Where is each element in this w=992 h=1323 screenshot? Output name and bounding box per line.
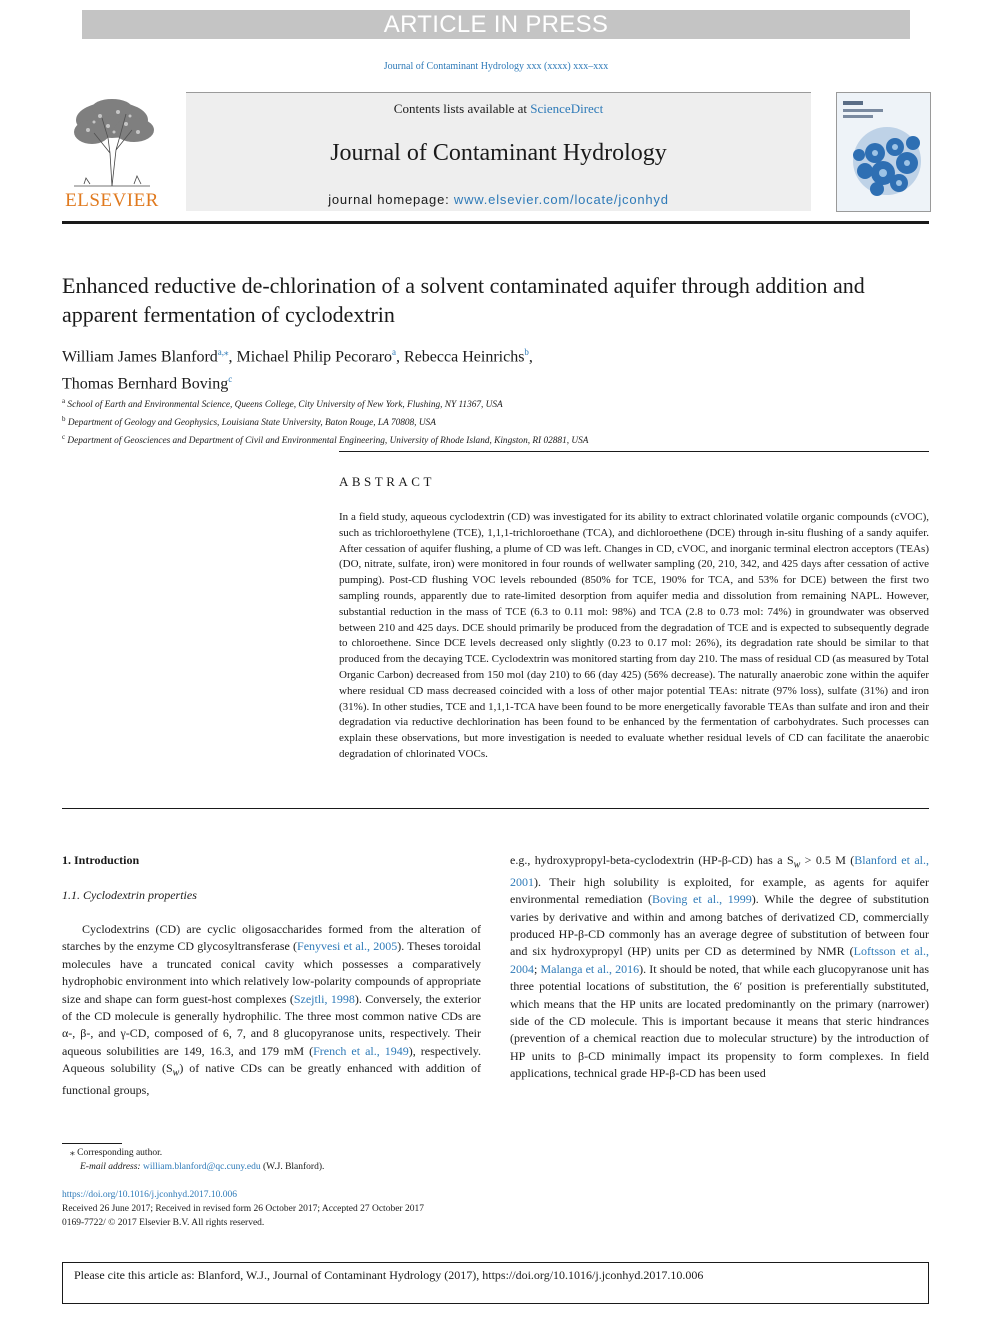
- journal-title: Journal of Contaminant Hydrology: [330, 140, 667, 166]
- subsection-heading: 1.1. Cyclodextrin properties: [62, 888, 197, 902]
- email-label: E-mail address:: [80, 1162, 143, 1172]
- body-text: ). Theses toroidal molecules have a truncated conical cavity which possesses a comparatively hydrophobic environment into which relatively low-polarity compounds of appropriate size and shape can form guest-host complexes (: [62, 939, 482, 1006]
- body-text-right-column: [510, 852, 929, 1083]
- elsevier-wordmark: ELSEVIER: [65, 190, 159, 211]
- subscript: w: [793, 859, 801, 871]
- affiliation-mark: b: [62, 415, 66, 424]
- contents-available-line: [186, 101, 811, 117]
- journal-cover-image: [837, 93, 930, 211]
- email-suffix: (W.J. Blanford).: [260, 1162, 325, 1172]
- citation-link[interactable]: Szejtli, 1998: [293, 991, 355, 1006]
- affiliation-mark: a: [62, 397, 66, 405]
- citation-link[interactable]: Boving et al., 1999: [652, 892, 752, 907]
- author-separator: ,: [228, 348, 237, 366]
- affiliation-mark: c: [62, 433, 66, 442]
- affiliation-item: [62, 430, 922, 448]
- doi-link[interactable]: https://doi.org/10.1016/j.jconhyd.2017.10.006: [62, 1190, 238, 1200]
- article-in-press-banner: ARTICLE IN PRESS: [82, 10, 910, 39]
- author-list: [62, 341, 922, 396]
- author-affiliation-mark[interactable]: a: [392, 347, 397, 357]
- subscript: w: [172, 1067, 180, 1079]
- body-text: ). While the degree of substitution varies by derivative and within and among batches of derivatized CD, commercially produced HP-β-CD commonly has an average degree of substitution of between four and six hydroxypropyl (HP) units per CD as determined by NMR (: [510, 892, 929, 959]
- citation-link[interactable]: Fenyvesi et al., 2005: [297, 939, 398, 954]
- citation-link[interactable]: French et al., 1949: [313, 1043, 409, 1058]
- journal-cover-thumbnail[interactable]: [836, 92, 931, 212]
- section-heading: 1. Introduction: [62, 853, 140, 867]
- header-divider: [62, 221, 929, 224]
- affiliation-item: [62, 394, 922, 412]
- citation-link[interactable]: Loftsson et al., 2004: [510, 944, 929, 976]
- author-affiliation-mark[interactable]: c: [228, 374, 233, 385]
- copyright-line: 0169-7722/ © 2017 Elsevier B.V. All rights reserved.: [62, 1218, 265, 1228]
- footnote-divider: [62, 1143, 122, 1144]
- email-note: [80, 1161, 324, 1174]
- author-name: Rebecca Heinrichs: [404, 348, 525, 366]
- author-affiliation-mark[interactable]: a,⁎: [217, 347, 229, 357]
- affiliation-item: [62, 412, 922, 430]
- affiliation-text: School of Earth and Environmental Science, Queens College, City University of New York, Flushing, NY 11367, USA: [65, 400, 503, 411]
- journal-homepage-line: [186, 192, 811, 207]
- body-text: ). Conversely, the exterior of the CD molecule is generally hydrophilic. The three most common native CDs are α-, β-, and γ-CD, composed of 6, 7, and 8 glucopyranose units, respectively. Their aqueous solubilities are 149, 16.3, and 179 mM (: [62, 991, 481, 1058]
- homepage-prefix: journal homepage:: [328, 192, 454, 207]
- abstract-bottom-rule: [62, 808, 929, 809]
- author-name: Michael Philip Pecoraro: [236, 348, 393, 366]
- abstract-body: In a field study, aqueous cyclodextrin (CD) was investigated for its ability to extract chlorinated volatile organic compounds (cVOC), such as trichloroethylene (TCE), 1,1,1-trichloroethane (TCA), and dichloroethene (DCE) through in-situ flushing of a sandy aquifer. After cessation of aquifer flushing, a plume of CD was left. Changes in CD, cVOC, and inorganic terminal electron acceptors (TEAs) (DO, nitrate, sulfate, iron) were monitored in four rounds of wellwater sampling (20, 210, 342, and 425 days after cessation of active pumping). Post-CD flushing VOC levels rebounded (850% for TCE, 190% for TCA, and 53% for DCE) between the first two sampling rounds, apparently due to rate-limited desorption from aquifer media and dissolution from remaining NAPL. However, substantial reduction in the mass of TCE (6.3 to 0.11 mol: 98%) and TCA (2.8 to 0.73 mol: 74%) in groundwater was observed between 210 and 425 days. DCE should primarily be produced from the degradation of TCE and is expected to subsequently degrade to chloroethene. Since DCE levels decreased only slightly (0.23 to 0.17 mol: 26%), its degradation rate should be similar to that produced from the decaying TCE. Cyclodextrin was monitored starting from day 210. The mass of residual CD (as measured by Total Organic Carbon) decreased from 150 mol (day 210) to 66 (day 425) (56% decrease). The naturally anaerobic zone within the aquifer where residual CD mass decreased coincided with a loss of other major potential TEAs: nitrate (97% loss), sulfate (31%) and iron (31%). In other studies, TCE and 1,1,1-TCA have been found to be more energetically favorable TEAs than sulfate and iron and their degradation via reductive dechlorination has been found to be enhanced by the fermentation of carbohydrates. Such processes can explain these observations, but more investigation is needed to evaluate whether residual levels of CD can facilitate the anaerobic degradation of chlorinated VOCs.: [339, 511, 929, 760]
- author-separator: ,: [528, 348, 533, 366]
- citation-text: Please cite this article as: Blanford, W.J., Journal of Contaminant Hydrology (2017), https://doi.org/10.1016/j.jconhyd.2017.10.006: [74, 1268, 704, 1282]
- journal-reference-link[interactable]: Journal of Contaminant Hydrology xxx (xxxx) xxx–xxx: [383, 61, 609, 72]
- affiliation-list: [62, 394, 922, 448]
- body-text: ). It should be noted, that while each glucopyranose unit has three potential locations of substitution, the 6′ position is preferentially substituted, which means that the HP units are located predominantly on the primary (narrower) side of the CD molecule. This is important because it means that steric hindrances (prevention of a chemical reaction due to molecular structure) by the introduction of HP units to β-CD minimally impact its propensity to form complexes. In field applications, technical grade HP-β-CD has been used: [510, 961, 929, 1081]
- body-text: ;: [534, 961, 541, 976]
- citation-link[interactable]: Malanga et al., 2016: [540, 961, 640, 976]
- elsevier-tree-icon: [64, 98, 160, 188]
- elsevier-logo[interactable]: [62, 98, 162, 214]
- body-text-left-column: [62, 921, 481, 1099]
- homepage-link[interactable]: www.elsevier.com/locate/jconhyd: [453, 192, 669, 207]
- author-affiliation-mark[interactable]: b: [524, 347, 529, 357]
- sciencedirect-link[interactable]: ScienceDirect: [530, 101, 604, 116]
- body-text: ) of native CDs can be greatly enhanced with addition of functional groups,: [62, 1061, 482, 1098]
- abstract-top-rule: [339, 451, 929, 452]
- body-text: e.g., hydroxypropyl-beta-cyclodextrin (HP-β-CD) has a S: [510, 853, 794, 867]
- author-name: Thomas Bernhard Boving: [62, 375, 229, 393]
- affiliation-text: Department of Geosciences and Department of Civil and Environmental Engineering, University of Rhode Island, Kingston, RI 02881, USA: [65, 436, 589, 447]
- abstract-heading: ABSTRACT: [339, 474, 435, 489]
- corresponding-author-note: ⁎ Corresponding author.: [70, 1148, 163, 1158]
- contents-prefix: Contents lists available at: [393, 101, 531, 116]
- article-history: Received 26 June 2017; Received in revised form 26 October 2017; Accepted 27 October 2017: [62, 1204, 424, 1214]
- author-email-link[interactable]: william.blanford@qc.cuny.edu: [142, 1162, 261, 1172]
- article-title: Enhanced reductive de-chlorination of a solvent contaminated aquifer through addition and apparent fermentation of cyclodextrin: [62, 273, 865, 327]
- body-text: Cyclodextrins (CD) are cyclic oligosaccharides formed from the alteration of starches by the enzyme CD glycosyltransferase (: [62, 922, 481, 954]
- body-text: > 0.5 M (: [800, 853, 855, 867]
- author-separator: ,: [396, 348, 405, 366]
- author-name: William James Blanford: [62, 348, 218, 366]
- affiliation-text: Department of Geology and Geophysics, Louisiana State University, Baton Rouge, LA 70808, USA: [65, 418, 436, 429]
- body-text: ). Their high solubility is exploited, for example, as agents for aquifer environmental remediation (: [510, 874, 929, 907]
- body-text: ), respectively. Aqueous solubility (S: [62, 1043, 481, 1076]
- citation-link[interactable]: Blanford et al., 2001: [510, 853, 930, 889]
